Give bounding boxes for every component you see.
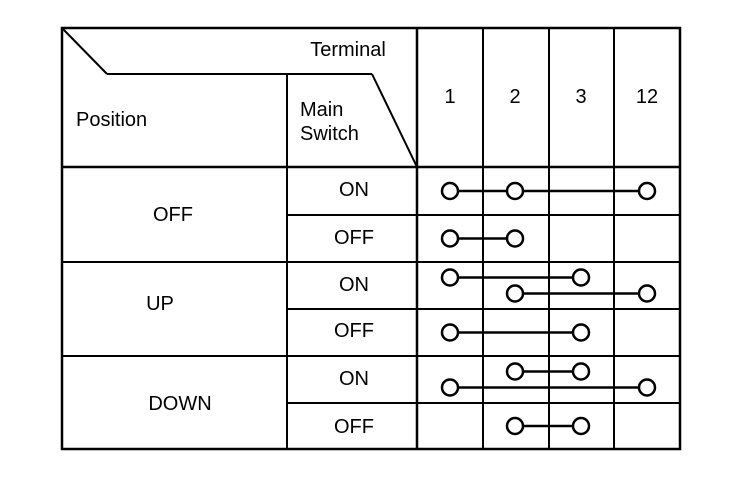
terminal-node <box>573 270 589 286</box>
position-up-label: UP <box>146 293 174 315</box>
terminal-2-header: 2 <box>509 86 521 108</box>
terminal-node <box>507 286 523 302</box>
main-switch-line1: Main <box>300 99 344 121</box>
terminal-3-header: 3 <box>575 86 587 108</box>
terminal-node <box>639 380 655 396</box>
terminal-node <box>573 364 589 380</box>
switch-state-label: OFF <box>334 416 374 438</box>
terminal-node <box>639 286 655 302</box>
position-off-label: OFF <box>153 204 193 226</box>
terminal-node <box>507 231 523 247</box>
switch-state-label: ON <box>339 274 369 296</box>
terminal-node <box>442 325 458 341</box>
terminal-node <box>442 270 458 286</box>
header-diagonal-line <box>372 74 417 167</box>
terminal-node <box>573 418 589 434</box>
position-header: Position <box>76 109 148 131</box>
terminal-node <box>442 380 458 396</box>
switch-state-label: OFF <box>334 227 374 249</box>
terminal-12-header: 12 <box>635 86 659 108</box>
terminal-header: Terminal <box>310 39 386 61</box>
terminal-node <box>507 364 523 380</box>
terminal-node <box>507 418 523 434</box>
terminal-node <box>442 231 458 247</box>
switch-state-label: ON <box>339 368 369 390</box>
position-down-label: DOWN <box>148 393 212 415</box>
switch-state-label: ON <box>339 179 369 201</box>
main-switch-header <box>300 98 359 146</box>
terminal-1-header: 1 <box>444 86 456 108</box>
terminal-node <box>442 183 458 199</box>
terminal-node <box>639 183 655 199</box>
main-switch-line2: Switch <box>300 123 359 145</box>
terminal-node <box>573 325 589 341</box>
terminal-node <box>507 183 523 199</box>
switch-state-label: OFF <box>334 320 374 342</box>
header-diagonal-line <box>62 28 107 74</box>
